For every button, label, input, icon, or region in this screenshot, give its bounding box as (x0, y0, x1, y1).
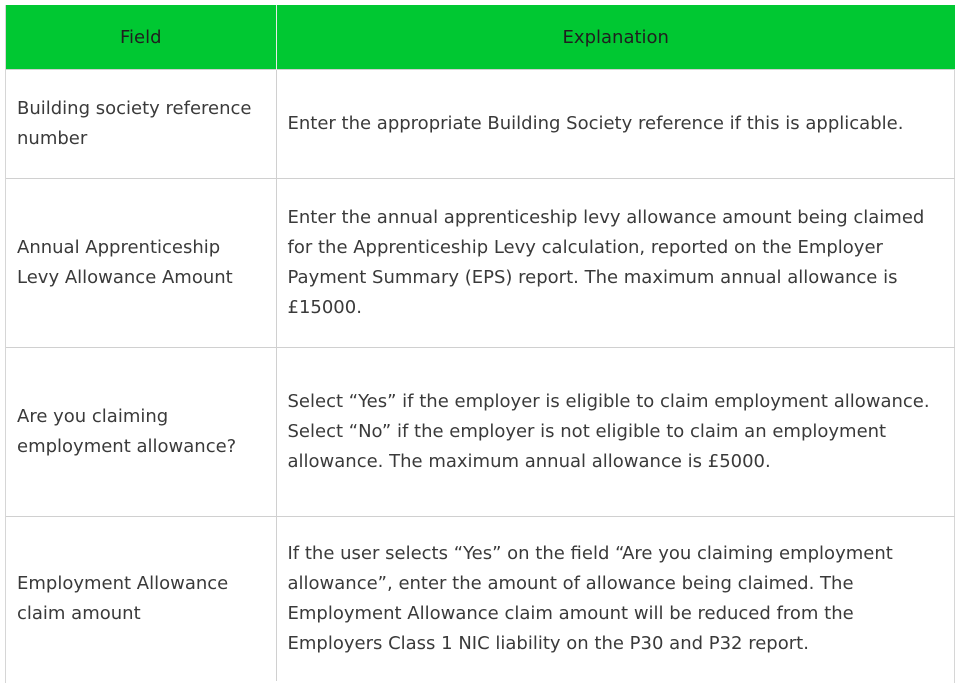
explanation-cell: Enter the annual apprenticeship levy allowance amount being claimed for the Apprenticeship Levy calculation, reported on the Employer Payment Summary (EPS) report. The maximum annual allowance is £15000. (276, 179, 955, 348)
table-body (6, 70, 955, 682)
table-row (6, 517, 955, 682)
explanation-cell: Enter the appropriate Building Society reference if this is applicable. (276, 70, 955, 179)
table-row (6, 70, 955, 179)
field-explanation-table (6, 5, 955, 681)
header-row (6, 5, 955, 70)
header-field: Field (6, 5, 276, 70)
table-row (6, 179, 955, 348)
field-cell: Are you claiming employment allowance? (6, 348, 276, 517)
table-row (6, 348, 955, 517)
field-cell: Building society reference number (6, 70, 276, 179)
header-explanation: Explanation (276, 5, 955, 70)
explanation-cell: If the user selects “Yes” on the field “Are you claiming employment allowance”, enter the amount of allowance being claimed. The Employment Allowance claim amount will be reduced from the Employers Class 1 NIC liability on the P30 and P32 report. (276, 517, 955, 682)
field-cell: Employment Allowance claim amount (6, 517, 276, 682)
field-cell: Annual Apprenticeship Levy Allowance Amount (6, 179, 276, 348)
explanation-cell: Select “Yes” if the employer is eligible to claim employment allowance. Select “No” if the employer is not eligible to claim an employment allowance. The maximum annual allowance is £5000. (276, 348, 955, 517)
table-header (6, 5, 955, 70)
